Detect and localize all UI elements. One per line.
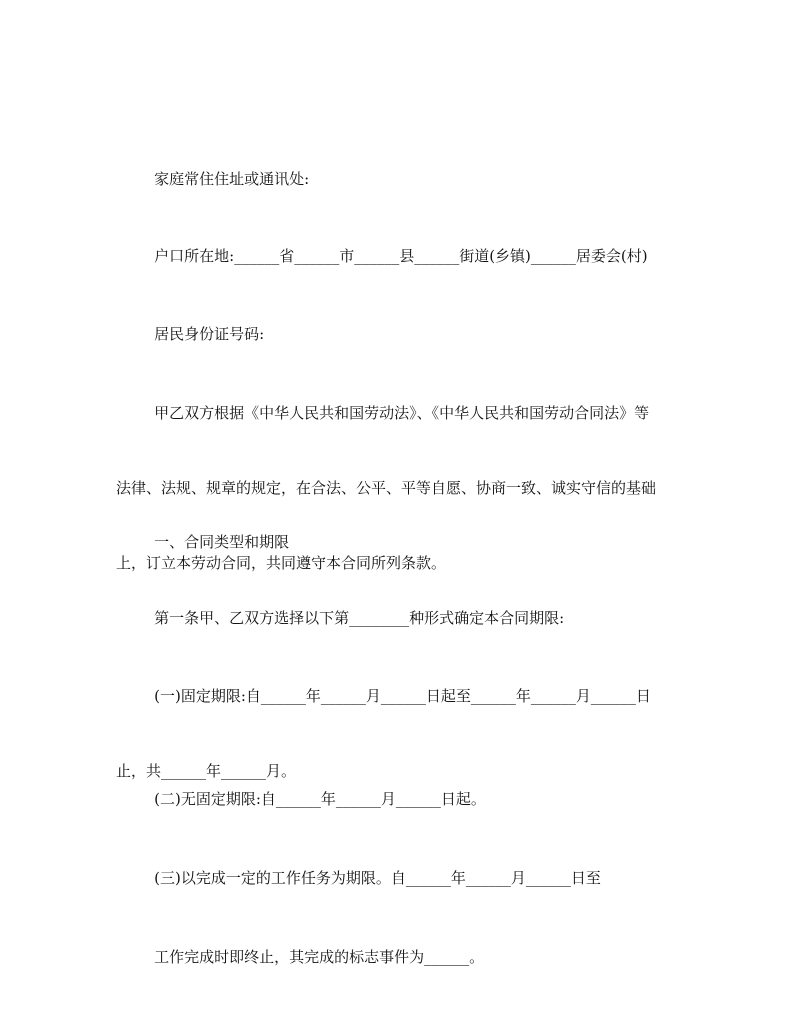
text-line: 甲乙双方根据《中华人民共和国劳动法》、《中华人民共和国劳动合同法》等	[116, 404, 650, 422]
text-line: 户口所在地:______省______市______县______街道(乡镇)______居委会(村)	[116, 247, 648, 265]
clause-task-completion	[116, 895, 681, 1020]
text-line: (三)以完成一定的工作任务为期限。自______年______月______日至	[116, 869, 601, 887]
text-line: 家庭常住住址或通讯处:	[116, 170, 310, 188]
text-line: 第一条甲、乙双方选择以下第________种形式确定本合同期限:	[116, 609, 565, 627]
text-line: 一、合同类型和期限	[116, 533, 290, 551]
text-line: (一)固定期限:自______年______月______日起至______年______月______日	[116, 687, 651, 705]
text-line: 工作完成时即终止，其完成的标志事件为______。	[116, 948, 485, 966]
text-line: 居民身份证号码:	[116, 325, 265, 343]
text-line: 上，订立本劳动合同，共同遵守本合同所列条款。	[116, 554, 447, 572]
text-line: 法律、法规、规章的规定，在合法、公平、平等自愿、协商一致、诚实守信的基础	[116, 479, 657, 497]
text-line: (二)无固定期限:自______年______月______日起。	[116, 790, 486, 808]
text-line: 止，共______年______月。	[116, 762, 297, 780]
